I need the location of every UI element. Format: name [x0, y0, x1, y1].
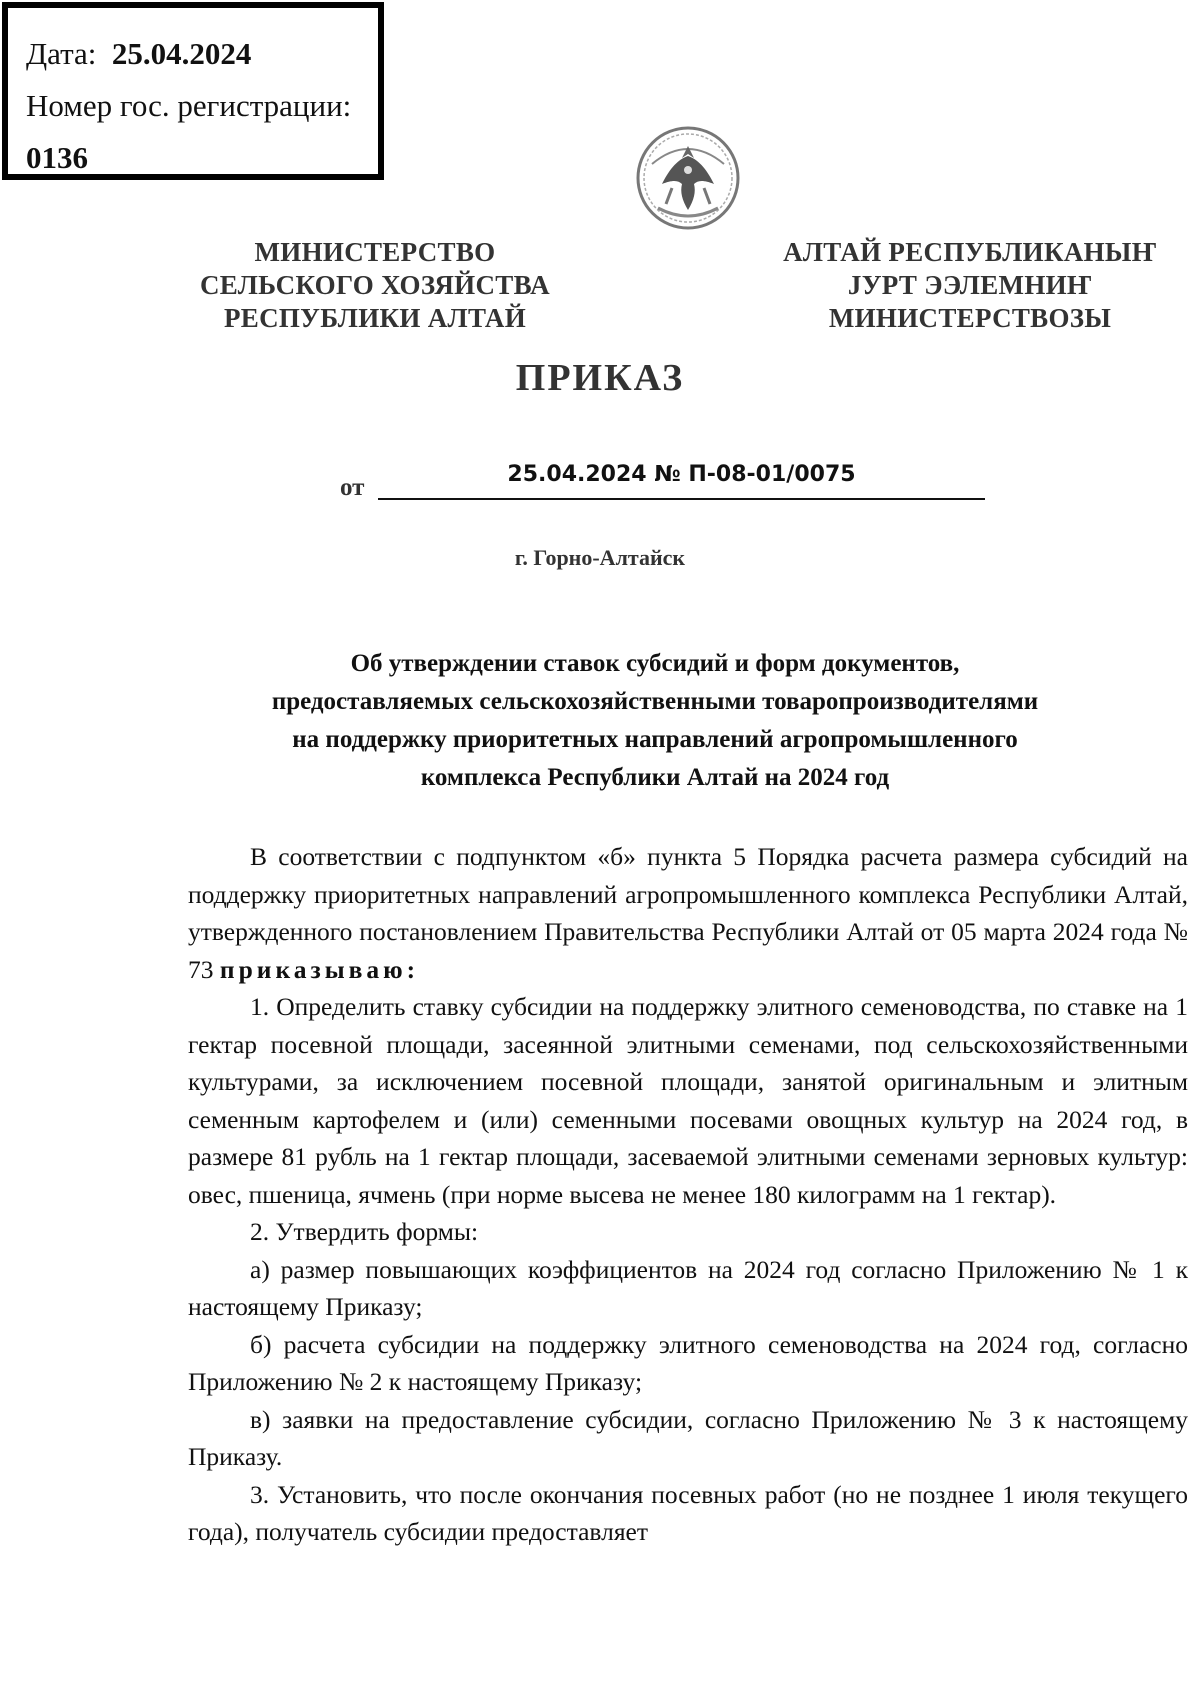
intro-text: В соответствии с подпунктом «б» пункта 5 Порядка расчета размера субсидий на поддержку приоритетных направлений агропромышленного комплекса Республики Алтай, утвержденного постановлением Правительства Республики Алтай от 05 марта 2024 года № 73	[188, 842, 1188, 984]
date-line-label: от	[340, 474, 365, 501]
registration-number-value: 0136	[26, 140, 88, 175]
ministry-name-line: СЕЛЬСКОГО ХОЗЯЙСТВА	[200, 270, 550, 300]
intro-paragraph	[188, 838, 1188, 988]
ministry-name-line: ЈУРТ ЭЭЛЕМНИҤ	[847, 270, 1093, 300]
order-body	[188, 838, 1188, 1551]
ministry-name-altai	[760, 236, 1180, 335]
order-heading	[195, 645, 1115, 797]
paragraph-2b: б) расчета субсидии на поддержку элитного семеноводства на 2024 год, согласно Приложению № 2 к настоящему Приказу;	[188, 1329, 1188, 1396]
coat-of-arms-emblem	[632, 124, 744, 232]
document-title: ПРИКАЗ	[515, 357, 685, 399]
registration-date-label: Дата:	[26, 36, 97, 71]
paragraph-3: 3. Установить, что после окончания посевных работ (но не позднее 1 июля текущего года), получатель субсидии предоставляет	[188, 1479, 1188, 1546]
heading-line: предоставляемых сельскохозяйственными товаропроизводителями	[271, 688, 1039, 715]
ministry-name-russian	[170, 236, 580, 335]
paragraph-1: 1. Определить ставку субсидии на поддержку элитного семеноводства, по ставке на 1 гектар посевной площади, засеянной элитными семенами, под сельскохозяйственными культурами, за исключением посевной площади, занятой оригинальным и элитным семенным картофелем и (или) семенными посевами овощных культур на 2024 год, в размере 81 рубль на 1 гектар площади, засеваемой элитными семенами зерновых культур: овес, пшеница, ячмень (при норме высева не менее 180 килограмм на 1 гектар).	[188, 992, 1188, 1209]
heading-line: Об утверждении ставок субсидий и форм документов,	[350, 650, 960, 677]
registration-stamp	[2, 2, 384, 180]
ministry-name-line: РЕСПУБЛИКИ АЛТАЙ	[223, 303, 527, 333]
ministry-name-line: МИНИСТЕРСТВОЗЫ	[828, 303, 1112, 333]
paragraph-2a: а) размер повышающих коэффициентов на 2024 год согласно Приложению № 1 к настоящему Приказу;	[188, 1254, 1188, 1321]
heading-line: комплекса Республики Алтай на 2024 год	[420, 764, 890, 791]
order-word: приказываю:	[219, 954, 420, 984]
city-name: г. Горно-Алтайск	[514, 545, 686, 570]
paragraph-2c: в) заявки на предоставление субсидии, согласно Приложению № 3 к настоящему Приказу.	[188, 1404, 1188, 1471]
date-line-underline	[378, 498, 985, 500]
paragraph-2: 2. Утвердить формы:	[250, 1217, 479, 1246]
registration-number-label: Номер гос. регистрации:	[26, 88, 352, 123]
order-date-number: 25.04.2024 № П-08-01/0075	[507, 462, 856, 487]
registration-date-value: 25.04.2024	[111, 36, 252, 71]
heading-line: на поддержку приоритетных направлений агропромышленного	[292, 726, 1018, 753]
registration-date-row	[26, 28, 378, 80]
ministry-name-line: АЛТАЙ РЕСПУБЛИКАНЫҤ	[783, 237, 1157, 267]
ministry-name-line: МИНИСТЕРСТВО	[254, 237, 496, 267]
